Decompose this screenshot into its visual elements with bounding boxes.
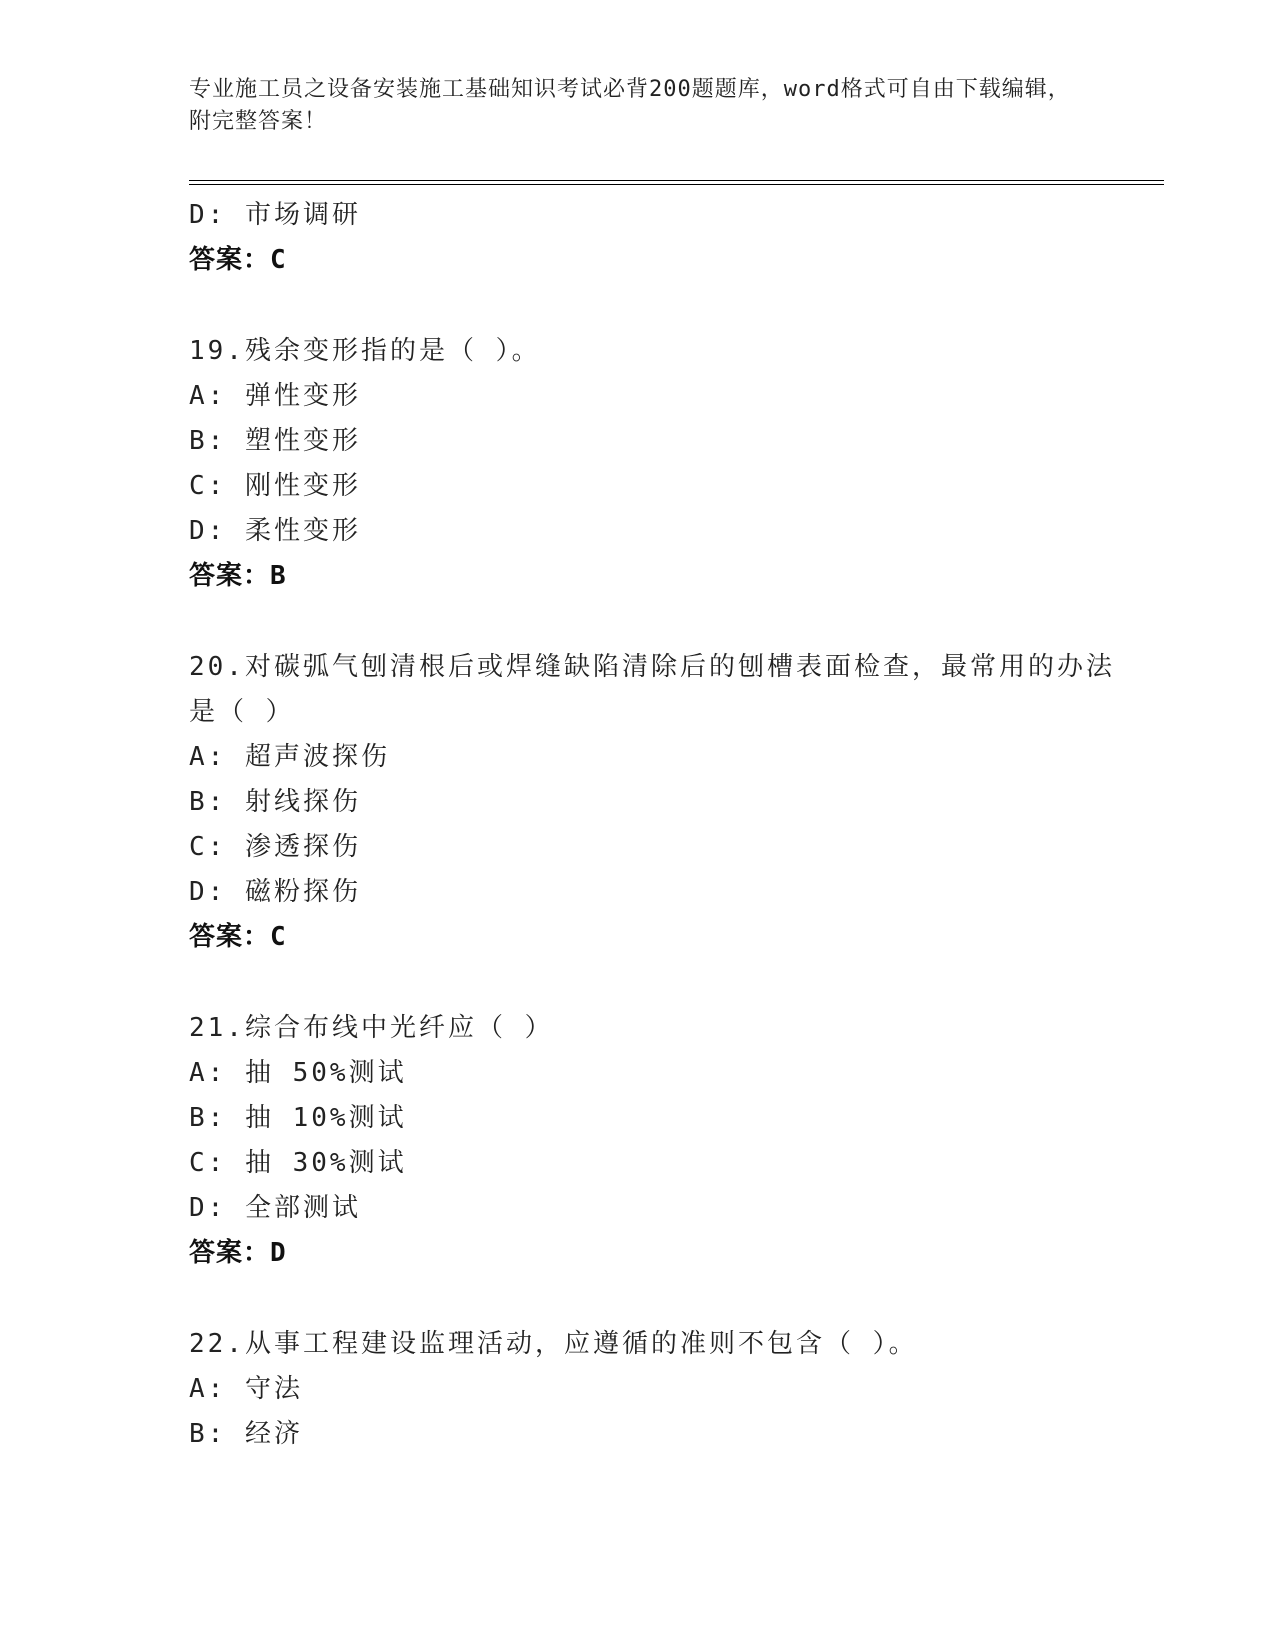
option-b: B: 抽 10%测试 [189,1103,407,1133]
question-text: 19.残余变形指的是（ ）。 [189,336,541,366]
option-a: A: 弹性变形 [189,381,361,411]
option-a: A: 超声波探伤 [189,742,390,772]
document-header: 专业施工员之设备安装施工基础知识考试必背200题题库，word格式可自由下载编辑，附完整答案！ [189,77,1071,134]
question-22 [189,1322,1129,1457]
header-divider-top [189,180,1164,181]
question-19 [189,329,1129,599]
header-divider-bottom [189,184,1164,185]
question-spacer [189,283,1129,329]
question-spacer [189,1276,1129,1322]
question-text: 22.从事工程建设监理活动，应遵循的准则不包含（ ）。 [189,1329,918,1359]
question-spacer [189,960,1129,1006]
option-a: A: 抽 50%测试 [189,1058,407,1088]
question-text: 21.综合布线中光纤应（ ） [189,1013,554,1043]
option-d: D: 市场调研 [189,200,361,230]
question-text: 20.对碳弧气刨清根后或焊缝缺陷清除后的刨槽表面检查，最常用的办法是（ ） [189,652,1115,727]
option-a: A: 守法 [189,1374,303,1404]
question-21 [189,1006,1129,1276]
previous-question-tail [189,193,1129,283]
option-c: C: 刚性变形 [189,471,361,501]
option-c: C: 渗透探伤 [189,832,361,862]
question-list [189,193,1129,1457]
option-d: D: 磁粉探伤 [189,877,361,907]
option-c: C: 抽 30%测试 [189,1148,407,1178]
question-20 [189,645,1129,960]
option-d: D: 全部测试 [189,1193,361,1223]
question-spacer [189,599,1129,645]
option-b: B: 经济 [189,1419,303,1449]
answer-line: 答案：C [189,245,287,275]
option-d: D: 柔性变形 [189,516,361,546]
option-b: B: 射线探伤 [189,787,361,817]
option-b: B: 塑性变形 [189,426,361,456]
answer-line: 答案：C [189,922,287,952]
answer-line: 答案：D [189,1238,287,1268]
answer-line: 答案：B [189,561,287,591]
